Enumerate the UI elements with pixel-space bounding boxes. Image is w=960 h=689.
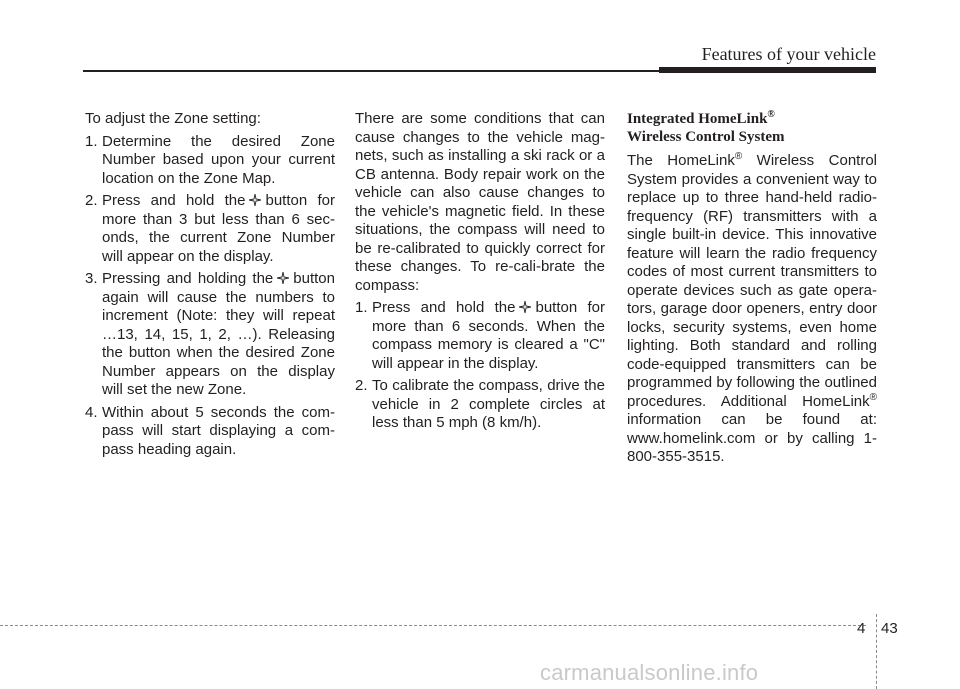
- step-number: 3.: [85, 270, 98, 287]
- compass-star-icon: [277, 272, 289, 284]
- list-item: [85, 192, 335, 266]
- body-part-c: information can be found at: www.homelink.com or by calling 1-800-355-3515.: [627, 411, 877, 465]
- step-text-post: button again will cause the numbers to increment (Note: they will repeat …13, 14, 15, 1, 2, …). Releasing the button when the desired Zone Number appears on the display will set the new Zone.: [102, 270, 335, 398]
- homelink-body: [627, 152, 877, 467]
- step-text: Determine the desired Zone Number based upon your current location on the Zone Map.: [102, 132, 335, 187]
- list-item: [355, 299, 605, 373]
- step-number: 4.: [85, 403, 98, 421]
- compass-star-icon: [249, 194, 261, 206]
- page-number: 43: [881, 620, 898, 637]
- column-zone-setting: [85, 110, 335, 463]
- step-number: 1.: [355, 299, 368, 316]
- chapter-number: 4: [857, 620, 866, 637]
- list-item: [85, 133, 335, 189]
- title-line-1: Integrated HomeLink: [627, 111, 768, 127]
- footer-rule: [0, 625, 866, 626]
- step-number: 2.: [355, 377, 368, 394]
- step-text-pre: Pressing and holding the: [102, 270, 274, 287]
- zone-intro: To adjust the Zone setting:: [85, 110, 261, 127]
- body-part-b: Wireless Control System provides a convenient way to replace up to three hand-held radio-frequency (RF) transmitters with a single built-in device. This innovative feature will learn the radio frequency codes of most current transmitters to operate devices such as gate opera-tors, garage door openers, entry door locks, security systems, even home lighting. Both standard and rolling code-equipped transmitters can be programmed by following the outlined procedures. Additional HomeLink: [627, 152, 877, 410]
- step-text-post: button for more than 3 but less than 6 sec-onds, the current Zone Number will appear on the display.: [102, 192, 335, 265]
- list-item: [355, 377, 605, 433]
- calibration-intro: There are some conditions that can cause changes to the vehicle mag-nets, such as installing a ski rack or a CB antenna. Body repair work on the vehicle can also cause changes to the vehicle's magnetic field. In these situations, the compass will need to be re-calibrated to quickly correct for these changes. To re-cali-brate the compass:: [355, 110, 605, 294]
- body-part-a: The HomeLink: [627, 152, 735, 169]
- step-text-pre: Press and hold the: [102, 192, 246, 209]
- step-text-pre: Press and hold the: [372, 299, 516, 316]
- compass-star-icon: [519, 301, 531, 313]
- calibration-steps-list: [355, 299, 605, 433]
- list-item: [85, 404, 335, 460]
- registered-mark: ®: [869, 391, 877, 403]
- title-line-2: Wireless Control System: [627, 129, 785, 145]
- step-number: 1.: [85, 132, 98, 150]
- step-text: To calibrate the compass, drive the vehicle in 2 complete circles at less than 5 mph (8 km/h).: [372, 377, 605, 431]
- step-text: Within about 5 seconds the com-pass will start displaying a com-pass heading again.: [102, 403, 335, 458]
- zone-steps-list: [85, 133, 335, 460]
- column-homelink: [627, 110, 877, 467]
- registered-mark: ®: [767, 109, 775, 120]
- homelink-section-title: [627, 110, 877, 146]
- header-rule-thick: [659, 67, 876, 73]
- list-item: [85, 270, 335, 400]
- step-text-post: button for more than 6 seconds. When the compass memory is cleared a "C" will appear in the display.: [372, 299, 605, 372]
- column-calibration: [355, 110, 605, 437]
- watermark: carmanualsonline.info: [540, 660, 759, 685]
- step-number: 2.: [85, 192, 98, 209]
- registered-mark: ®: [734, 151, 743, 162]
- page-header-title: Features of your vehicle: [701, 44, 876, 64]
- header-rule-thin: [83, 70, 661, 72]
